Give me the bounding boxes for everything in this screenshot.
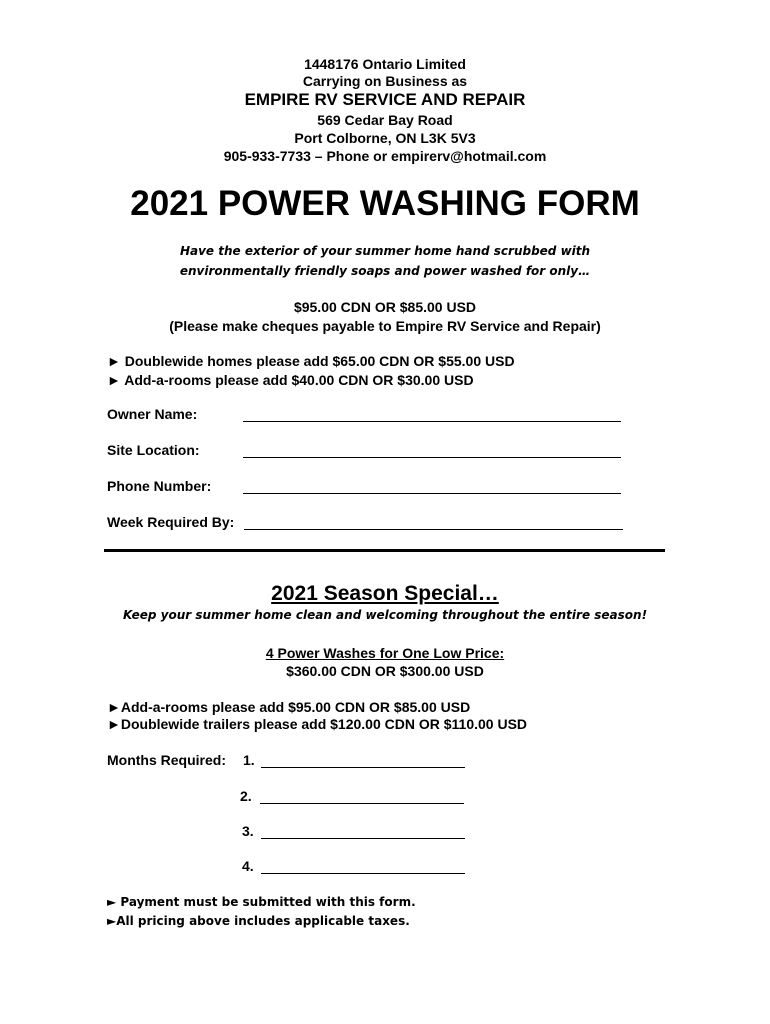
site-location-label: Site Location: [107,442,200,458]
tagline-line-1: Have the exterior of your summer home hand scrubbed with [179,244,591,258]
week-required-label: Week Required By: [107,514,235,530]
city-address: Port Colborne, ON L3K 5V3 [294,130,476,146]
street-address: 569 Cedar Bay Road [317,112,453,128]
month-3-field[interactable] [261,838,465,839]
special-price: $360.00 CDN OR $300.00 USD [286,663,484,679]
month-number-1: 1. [243,752,255,768]
special-addon-add-a-rooms: ►Add-a-rooms please add $95.00 CDN OR $85.00 USD [107,699,471,715]
owner-name-label: Owner Name: [107,406,198,422]
addon-add-a-rooms: ► Add-a-rooms please add $40.00 CDN OR $30.00 USD [107,372,474,388]
addon-doublewide: ► Doublewide homes please add $65.00 CDN OR $55.00 USD [107,353,515,369]
special-tagline: Keep your summer home clean and welcoming throughout the entire season! [122,608,648,622]
payment-note: ► Payment must be submitted with this form. [107,895,416,909]
taxes-note: ►All pricing above includes applicable taxes. [107,914,410,928]
business-name: EMPIRE RV SERVICE AND REPAIR [244,90,526,109]
base-price: $95.00 CDN OR $85.00 USD [293,299,477,315]
section-divider [104,549,665,552]
months-required-label: Months Required: [107,752,226,768]
phone-number-field[interactable] [243,493,621,494]
month-number-2: 2. [240,788,252,804]
page-title: 2021 POWER WASHING FORM [130,184,640,223]
special-title: 2021 Season Special… [271,582,499,605]
carrying-business-text: Carrying on Business as [302,73,468,89]
special-addon-doublewide: ►Doublewide trailers please add $120.00 CDN OR $110.00 USD [107,716,528,732]
phone-number-label: Phone Number: [107,478,212,494]
cheque-instructions: (Please make cheques payable to Empire RV Service and Repair) [169,318,601,334]
month-number-3: 3. [242,823,254,839]
special-offer: 4 Power Washes for One Low Price: [265,645,505,661]
company-name: 1448176 Ontario Limited [304,56,466,72]
month-number-4: 4. [242,858,254,874]
month-2-field[interactable] [260,803,464,804]
month-1-field[interactable] [261,767,465,768]
month-4-field[interactable] [261,873,465,874]
tagline-line-2: environmentally friendly soaps and power washed for only… [179,264,591,278]
site-location-field[interactable] [243,457,621,458]
week-required-field[interactable] [244,529,623,530]
contact-info: 905-933-7733 – Phone or empirerv@hotmail.com [223,148,547,164]
owner-name-field[interactable] [243,421,621,422]
